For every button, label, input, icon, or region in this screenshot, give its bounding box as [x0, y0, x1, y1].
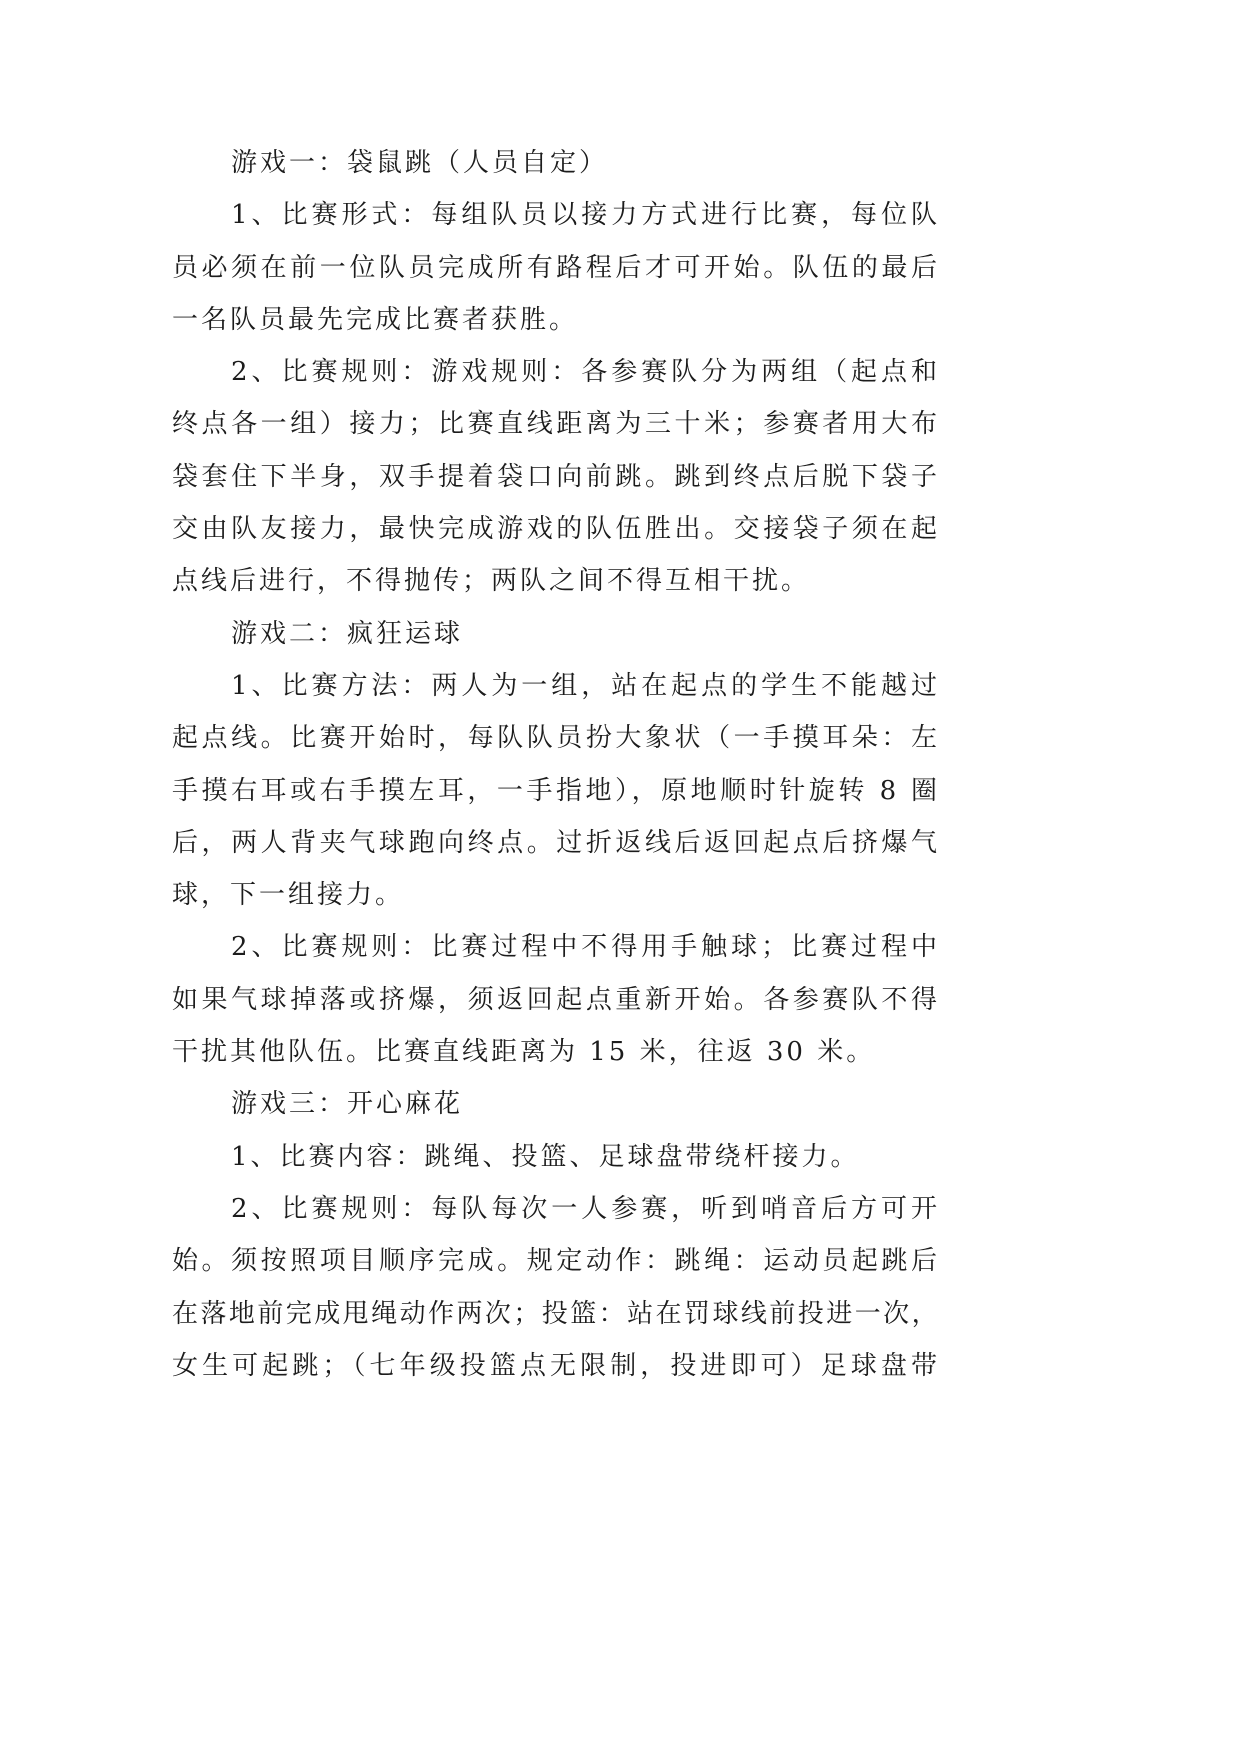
paragraph-game-3-content [172, 1131, 940, 1183]
text-line: 点线后进行，不得抛传；两队之间不得互相干扰。 [172, 566, 811, 597]
section-heading-game-1 [172, 137, 940, 189]
text-line: 1、比赛内容：跳绳、投篮、足球盘带绕杆接力。 [231, 1141, 860, 1172]
text-line: 女生可起跳；（七年级投篮点无限制，投进即可）足球盘带 [172, 1350, 940, 1381]
text-line: 起点线。比赛开始时，每队队员扮大象状（一手摸耳朵：左 [172, 723, 940, 754]
text-line: 1、比赛方法：两人为一组，站在起点的学生不能越过 [231, 670, 940, 701]
text-line: 球，下一组接力。 [172, 880, 405, 911]
text-line: 后，两人背夹气球跑向终点。过折返线后返回起点后挤爆气 [172, 827, 940, 858]
text-line: 终点各一组）接力；比赛直线距离为三十米；参赛者用大布 [172, 409, 940, 440]
paragraph-game-1-format [172, 189, 940, 346]
paragraph-game-3-rules [172, 1183, 940, 1392]
text-line: 如果气球掉落或挤爆，须返回起点重新开始。各参赛队不得 [172, 984, 940, 1015]
text-line: 干扰其他队伍。比赛直线距离为 15 米，往返 30 米。 [172, 1037, 876, 1068]
text-line: 游戏一：袋鼠跳（人员自定） [231, 148, 609, 178]
paragraph-game-2-rules [172, 921, 940, 1078]
document-body [172, 137, 940, 1392]
text-line: 交由队友接力，最快完成游戏的队伍胜出。交接袋子须在起 [172, 514, 940, 545]
text-line: 游戏三：开心麻花 [231, 1089, 464, 1120]
section-heading-game-2 [172, 608, 940, 660]
text-line: 始。须按照项目顺序完成。规定动作：跳绳：运动员起跳后 [172, 1246, 940, 1277]
text-line: 游戏二：疯狂运球 [231, 618, 464, 649]
text-line: 在落地前完成甩绳动作两次；投篮：站在罚球线前投进一次， [172, 1298, 940, 1329]
text-line: 1、比赛形式：每组队员以接力方式进行比赛，每位队 [231, 200, 940, 231]
text-line: 2、比赛规则：游戏规则：各参赛队分为两组（起点和 [231, 357, 940, 388]
text-line: 2、比赛规则：每队每次一人参赛，听到哨音后方可开 [231, 1193, 940, 1224]
paragraph-game-2-method [172, 660, 940, 921]
text-line: 2、比赛规则：比赛过程中不得用手触球；比赛过程中 [231, 932, 940, 963]
text-line: 手摸右耳或右手摸左耳，一手指地），原地顺时针旋转 8 圈 [172, 775, 940, 806]
text-line: 员必须在前一位队员完成所有路程后才可开始。队伍的最后 [172, 252, 940, 283]
text-line: 袋套住下半身，双手提着袋口向前跳。跳到终点后脱下袋子 [172, 461, 940, 492]
section-heading-game-3 [172, 1078, 940, 1130]
text-line: 一名队员最先完成比赛者获胜。 [172, 304, 579, 335]
paragraph-game-1-rules [172, 346, 940, 607]
